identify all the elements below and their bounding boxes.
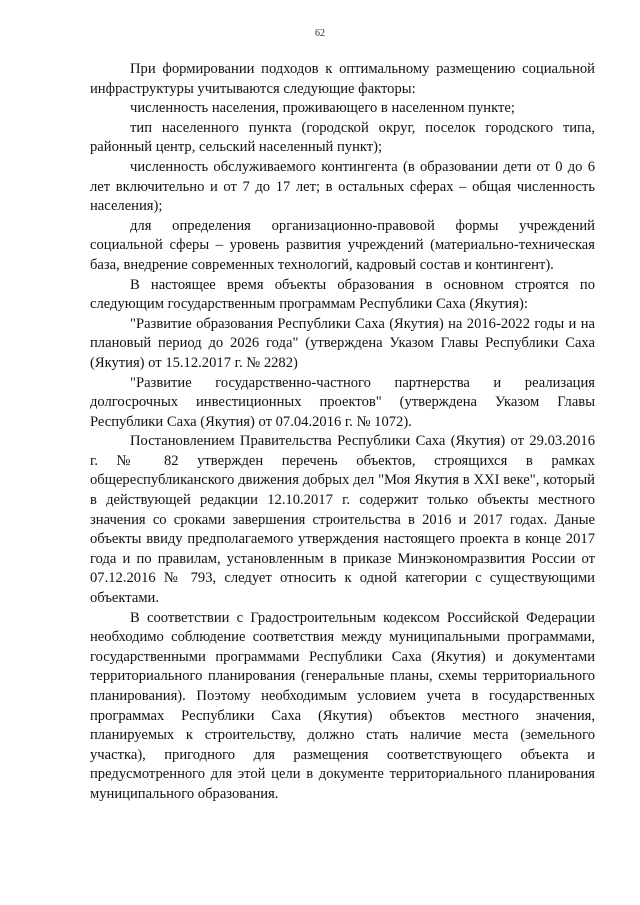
paragraph: При формировании подходов к оптимальному размещению социальной инфраструктуры учитываются следующие факторы: xyxy=(90,61,595,97)
paragraph: для определения организационно-правовой формы учреждений социальной сферы – уровень развития учреждений (материально-техническая база, внедрение современных технологий, кадровый состав и контингент). xyxy=(90,217,595,273)
paragraph: "Развитие государственно-частного партнерства и реализация долгосрочных инвестиционных проектов" (утверждена Указом Главы Республики Саха (Якутия) от 07.04.2016 г. № 1072). xyxy=(90,374,595,430)
paragraph: Постановлением Правительства Республики Саха (Якутия) от 29.03.2016 г. № 82 утвержден перечень объектов, строящихся в рамках общереспубликанского движения добрых дел "Моя Якутия в XXI веке", который в действующей редакции 12.10.2017 г. содержит только объекты местного значения со сроками завершения строительства в 2016 и 2017 годах. Даные объекты ввиду предполагаемого утверждения настоящего проекта в конце 2017 года и по правилам, установленным в приказе Минэкономразвития России от 07.12.2016 № 793, следует относить к одной категории с существующими объектами. xyxy=(90,433,595,607)
paragraph: численность населения, проживающего в населенном пункте; xyxy=(130,100,515,117)
paragraph: "Развитие образования Республики Саха (Якутия) на 2016-2022 годы и на плановый период до 2026 года" (утверждена Указом Главы Республики Саха (Якутия) от 15.12.2017 г. № 2282) xyxy=(90,315,595,371)
paragraph: В настоящее время объекты образования в основном строятся по следующим государственным программам Республики Саха (Якутия): xyxy=(90,276,595,313)
paragraph: В соответствии с Градостроительным кодексом Российской Федерации необходимо соблюдение соответствия между муниципальными программами, государственными программами Республики Саха (Якутия) и документами территориального планирования (генеральные планы, схемы территориального планирования). Поэтому необходимым условием учета в государственных программах Республики Саха (Якутия) объектов местного значения, планируемых к строительству, должно стать наличие места (земельного участка), пригодного для размещения соответствующего объекта и предусмотренного для этой цели в документе территориального планирования муниципального образования. xyxy=(90,609,595,802)
paragraph: численность обслуживаемого контингента (в образовании дети от 0 до 6 лет включительно и от 7 до 17 лет; в остальных сферах – общая численность населения); xyxy=(90,158,595,215)
paragraph: тип населенного пункта (городской округ, поселок городского типа, районный центр, сельский населенный пункт); xyxy=(90,119,595,156)
document-body xyxy=(90,60,595,805)
page-number: 62 xyxy=(315,28,325,39)
